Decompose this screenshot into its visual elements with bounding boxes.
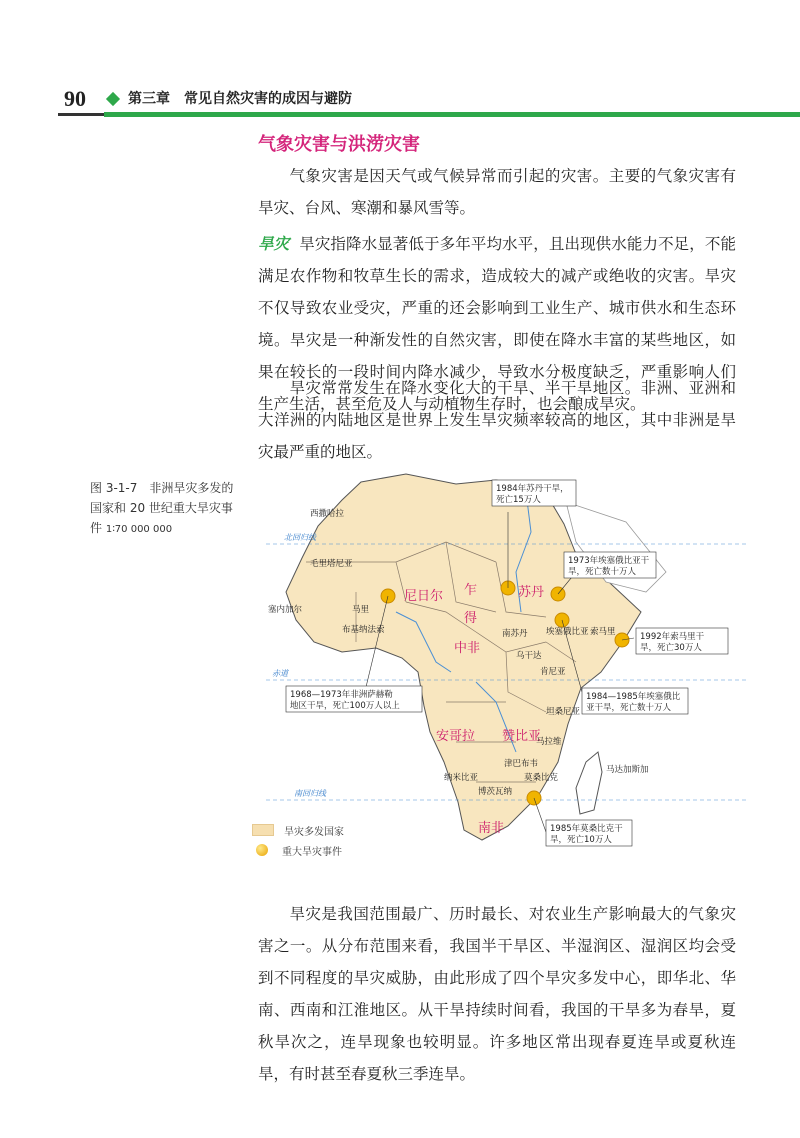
equator-label: 赤道: [272, 669, 288, 678]
label-malawi: 马拉维: [536, 737, 562, 747]
event-callout-sudan: [492, 480, 576, 506]
svg-text:1984—1985年埃塞俄比: 1984—1985年埃塞俄比: [586, 692, 681, 702]
legend-swatch-drought-countries: [252, 824, 274, 836]
event-callout-somalia: [636, 628, 728, 654]
figure-caption-text: 图 3-1-7 非洲旱灾多发的国家和 20 世纪重大旱灾事件: [90, 481, 234, 535]
event-callout-ethiopia-1973: [564, 552, 656, 578]
label-namibia: 纳米比亚: [444, 773, 479, 783]
label-chad-2: 得: [464, 611, 478, 626]
svg-text:亚干旱，死亡数十万人: 亚干旱，死亡数十万人: [586, 703, 672, 713]
figure-caption: [90, 478, 240, 540]
event-callout-mozambique: [546, 820, 632, 846]
svg-text:死亡15万人: 死亡15万人: [496, 495, 541, 505]
label-western-sahara: 西撒哈拉: [310, 509, 345, 519]
africa-drought-map: [246, 462, 766, 864]
tropic-south-label: 南回归线: [294, 789, 326, 798]
svg-text:旱，死亡30万人: 旱，死亡30万人: [640, 643, 702, 653]
label-south-africa: 南非: [478, 821, 505, 836]
label-ethiopia: 埃塞俄比亚: [546, 627, 589, 637]
svg-text:1973年埃塞俄比亚干: 1973年埃塞俄比亚干: [568, 556, 650, 566]
svg-text:1968—1973年非洲萨赫勒: 1968—1973年非洲萨赫勒: [290, 690, 393, 700]
legend-event-dot-icon: [256, 844, 268, 856]
label-madagascar: 马达加斯加: [606, 765, 649, 775]
label-burkina: 布基纳法索: [342, 625, 385, 635]
legend-row-drought-countries: [252, 820, 344, 840]
label-mauritania: 毛里塔尼亚: [310, 559, 353, 569]
label-car: 中非: [454, 641, 481, 656]
header-rule-green: [104, 112, 800, 117]
label-sudan: 苏丹: [518, 585, 545, 600]
label-botswana: 博茨瓦纳: [478, 787, 513, 797]
paragraph-drought-regions: [258, 372, 736, 468]
tropic-north-label: 北回归线: [284, 533, 316, 542]
figure-scale: 1∶70 000 000: [105, 524, 173, 535]
paragraph-regions-text: 旱灾常常发生在降水变化大的干旱、半干旱地区。非洲、亚洲和大洋洲的内陆地区是世界上发生旱灾频率较高的地区，其中非洲是旱灾最严重的地区。: [258, 379, 736, 461]
legend-row-drought-events: [252, 840, 344, 860]
label-senegal: 塞内加尔: [268, 605, 303, 615]
label-angola: 安哥拉: [436, 729, 476, 744]
label-niger: 尼日尔: [404, 589, 444, 604]
label-zambia: 赞比亚: [502, 729, 542, 744]
label-mali: 马里: [352, 605, 370, 615]
svg-text:旱，死亡数十万人: 旱，死亡数十万人: [568, 567, 637, 577]
term-drought: 旱灾: [258, 234, 290, 253]
label-chad-1: 乍: [464, 583, 478, 598]
label-zimbabwe: 津巴布韦: [504, 759, 539, 769]
paragraph-china-drought: [258, 898, 736, 1090]
svg-text:1992年索马里干: 1992年索马里干: [640, 632, 705, 642]
section-title: 气象灾害与洪涝灾害: [258, 134, 420, 155]
label-somalia: 索马里: [590, 627, 616, 637]
legend-label-drought-countries: 旱灾多发国家: [284, 826, 344, 838]
label-tanzania: 坦桑尼亚: [546, 707, 581, 717]
page-number: 90: [64, 86, 86, 111]
diamond-bullet-icon: [106, 92, 120, 106]
event-callout-ethiopia-1984: [582, 688, 688, 714]
label-uganda: 乌干达: [516, 651, 542, 661]
header-rule-dark: [58, 113, 104, 116]
svg-text:地区干旱，死亡100万人以上: 地区干旱，死亡100万人以上: [290, 701, 400, 711]
svg-text:1985年莫桑比克干: 1985年莫桑比克干: [550, 824, 623, 834]
svg-text:1984年苏丹干旱，: 1984年苏丹干旱，: [496, 484, 569, 494]
event-callout-sahel: [286, 686, 422, 712]
svg-text:旱，死亡10万人: 旱，死亡10万人: [550, 835, 612, 845]
page-header: [0, 0, 800, 120]
paragraph-intro-text: 气象灾害是因天气或气候异常而引起的灾害。主要的气象灾害有旱灾、台风、寒潮和暴风雪等。: [258, 167, 736, 217]
paragraph-drought-text: 旱灾指降水显著低于多年平均水平，且出现供水能力不足，不能满足农作物和牧草生长的需求，造成较大的减产或绝收的灾害。旱灾不仅导致农业受灾，严重的还会影响到工业生产、城市供水和生态环境。旱灾是一种渐发性的自然灾害，即使在降水丰富的某些地区，如果在较长的一段时间内降水减少，导致水分极度缺乏，严重影响人们生产生活，甚至危及人与动植物生存时，也会酿成旱灾。: [258, 235, 736, 413]
paragraph-china-text: 旱灾是我国范围最广、历时最长、对农业生产影响最大的气象灾害之一。从分布范围来看，我国半干旱区、半湿润区、湿润区均会受到不同程度的旱灾威胁，由此形成了四个旱灾多发中心，即华北、华南、西南和江淮地区。从干旱持续时间看，我国的干旱多为春旱，夏秋旱次之，连旱现象也较明显。许多地区常出现春夏连旱或夏秋连旱，有时甚至春夏秋三季连旱。: [258, 905, 736, 1083]
chapter-title: 第三章 常见自然灾害的成因与避防: [128, 91, 352, 107]
legend-label-drought-events: 重大旱灾事件: [282, 846, 342, 858]
label-south-sudan: 南苏丹: [502, 629, 528, 639]
map-legend: [252, 820, 344, 860]
label-mozambique: 莫桑比克: [524, 773, 559, 783]
label-kenya: 肯尼亚: [540, 667, 566, 677]
paragraph-intro: [258, 160, 736, 224]
